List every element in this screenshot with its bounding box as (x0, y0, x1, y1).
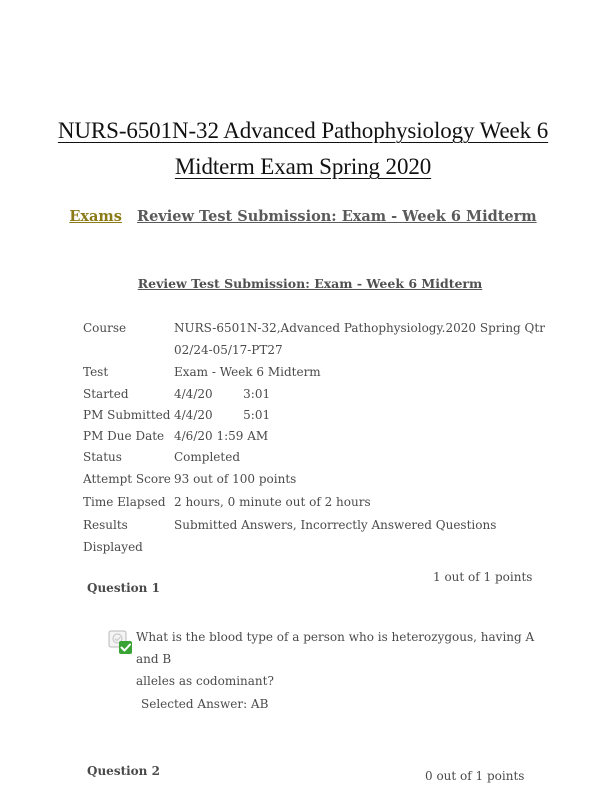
started-label: Started (83, 387, 129, 401)
breadcrumb-exams-link[interactable]: Exams (69, 208, 122, 225)
document-title-line2: Midterm Exam Spring 2020 (174, 154, 432, 179)
course-value-line2: 02/24-05/17-PT27 (174, 343, 283, 357)
test-value: Exam - Week 6 Midterm (174, 365, 321, 379)
attempt-score-value: 93 out of 100 points (174, 472, 297, 486)
correct-check-icon (108, 630, 134, 656)
question-1-heading: Question 1 (87, 581, 160, 595)
due-date-value: 4/6/20 1:59 AM (174, 429, 269, 443)
results-displayed-label-line2: Displayed (83, 540, 143, 554)
course-label: Course (83, 321, 127, 335)
document-title-line1: NURS-6501N-32 Advanced Pathophysiology Week 6 (57, 118, 549, 143)
status-value: Completed (174, 450, 241, 464)
question-1-text-line1: What is the blood type of a person who is heterozygous, having A and B (136, 630, 535, 666)
question-1-selected-answer: Selected Answer: AB (141, 697, 269, 711)
status-label: Status (83, 450, 122, 464)
started-value: 4/4/20 3:01 (174, 387, 271, 401)
review-subheading: Review Test Submission: Exam - Week 6 Midterm (137, 276, 483, 291)
time-elapsed-value: 2 hours, 0 minute out of 2 hours (174, 495, 371, 509)
test-label: Test (83, 365, 109, 379)
breadcrumb-current: Review Test Submission: Exam - Week 6 Midterm (137, 208, 537, 225)
submitted-label: PM Submitted (83, 408, 171, 422)
course-value-line1: NURS-6501N-32,Advanced Pathophysiology.2020 Spring Qtr (174, 321, 545, 335)
question-1-text (136, 626, 536, 692)
question-1-text-line2: alleles as codominant? (136, 674, 274, 688)
question-1-points: 1 out of 1 points (433, 570, 533, 584)
submitted-value: 4/4/20 5:01 (174, 408, 271, 422)
breadcrumb (0, 208, 606, 225)
results-displayed-label-line1: Results (83, 518, 128, 532)
time-elapsed-label: Time Elapsed (83, 495, 166, 509)
due-date-label: PM Due Date (83, 429, 165, 443)
results-displayed-value: Submitted Answers, Incorrectly Answered Questions (174, 518, 497, 532)
question-2-points: 0 out of 1 points (425, 769, 525, 783)
question-2-heading: Question 2 (87, 764, 160, 778)
attempt-score-label: Attempt Score (83, 472, 171, 486)
